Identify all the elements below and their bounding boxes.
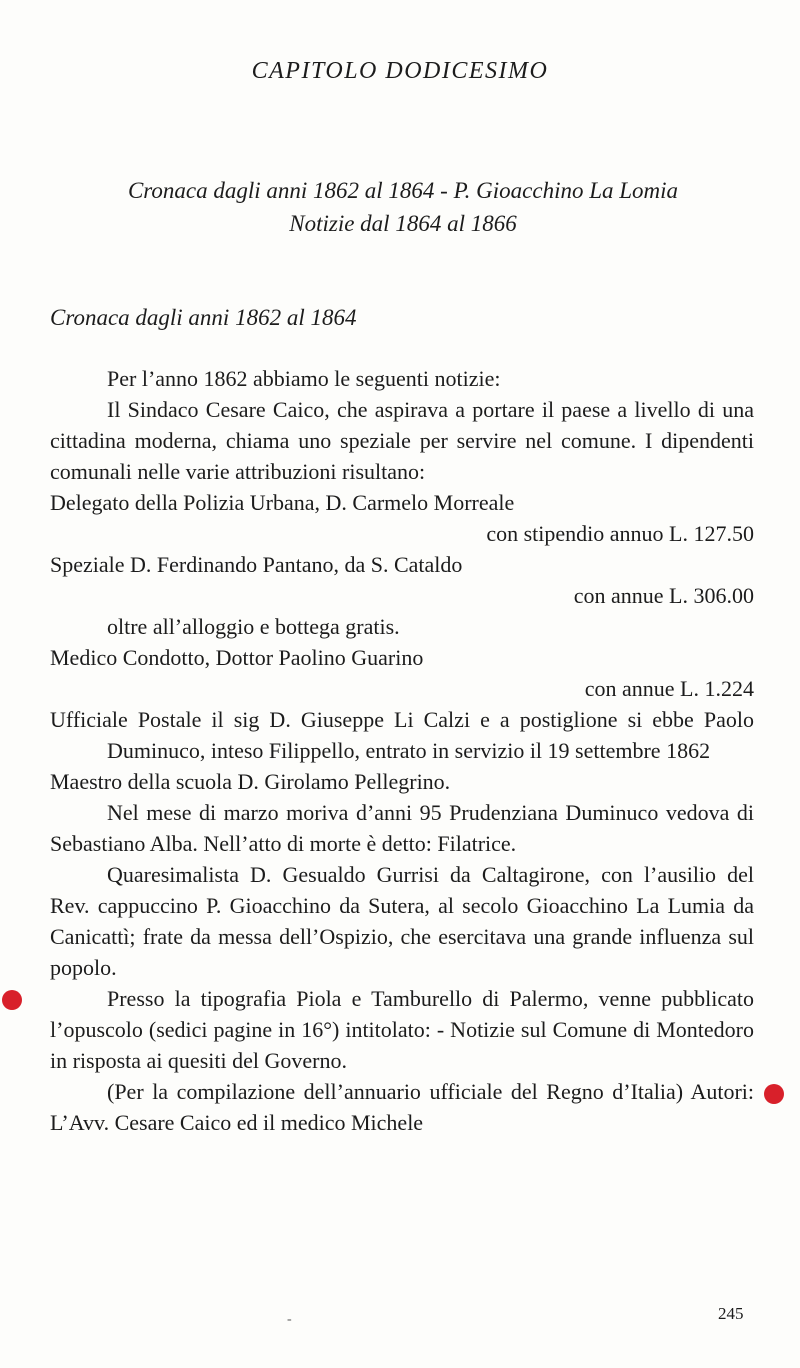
- list-item-speziale: Speziale D. Ferdinando Pantano, da S. Cataldo: [50, 552, 463, 577]
- paragraph-annuario: (Per la compilazione dell’annuario ufficiale del Regno d’Italia) Autori: L’Avv. Cesare Caico ed il medico Michele: [50, 1079, 754, 1135]
- subtitle-line-1: Cronaca dagli anni 1862 al 1864 - P. Gioacchino La Lomia: [127, 178, 679, 203]
- list-item-delegato-salary: con stipendio annuo L. 127.50: [486, 521, 754, 546]
- red-marker-dot-left: [2, 990, 22, 1010]
- body-text: [50, 363, 754, 1138]
- page-number: 245: [718, 1304, 744, 1323]
- paragraph-intro: Per l’anno 1862 abbiamo le seguenti notizie:: [107, 366, 501, 391]
- list-item-speziale-note: oltre all’alloggio e bottega gratis.: [107, 614, 400, 639]
- section-title: Cronaca dagli anni 1862 al 1864: [50, 305, 357, 330]
- subtitle-line-2: Notizie dal 1864 al 1866: [289, 211, 517, 236]
- list-item-ufficiale-postale: Ufficiale Postale il sig D. Giuseppe Li Calzi e a postiglione si ebbe Paolo Duminuco, inteso Filippello, entrato in servizio il 19 settembre 1862: [50, 707, 754, 763]
- paragraph-quaresimalista: Quaresimalista D. Gesualdo Gurrisi da Caltagirone, con l’ausilio del Rev. cappuccino P. Gioacchino da Sutera, al secolo Gioacchino La Lumia da Canicattì; frate da messa dell’Ospizio, che esercitava una grande influenza sul popolo.: [50, 862, 754, 980]
- list-item-delegato: Delegato della Polizia Urbana, D. Carmelo Morreale: [50, 490, 515, 515]
- list-item-maestro: Maestro della scuola D. Girolamo Pellegrino.: [50, 769, 451, 794]
- paragraph-marzo: Nel mese di marzo moriva d’anni 95 Prudenziana Duminuco vedova di Sebastiano Alba. Nell’atto di morte è detto: Filatrice.: [50, 800, 754, 856]
- list-item-medico-salary: con annue L. 1.224: [584, 676, 754, 701]
- paragraph-sindaco: Il Sindaco Cesare Caico, che aspirava a portare il paese a livello di una cittadina moderna, chiama uno speziale per servire nel comune. I dipendenti comunali nelle varie attribuzioni risultano:: [50, 397, 754, 484]
- footer-mark: -: [287, 1312, 292, 1327]
- paragraph-tipografia: Presso la tipografia Piola e Tamburello di Palermo, venne pubblicato l’opuscolo (sedici pagine in 16°) intitolato: - Notizie sul Comune di Montedoro in risposta ai quesiti del Governo.: [50, 986, 754, 1073]
- list-item-medico: Medico Condotto, Dottor Paolino Guarino: [50, 645, 424, 670]
- list-item-speziale-salary: con annue L. 306.00: [573, 583, 754, 608]
- chapter-subtitle: [50, 174, 756, 240]
- red-marker-dot-right: [764, 1084, 784, 1104]
- chapter-heading: CAPITOLO DODICESIMO: [251, 58, 549, 84]
